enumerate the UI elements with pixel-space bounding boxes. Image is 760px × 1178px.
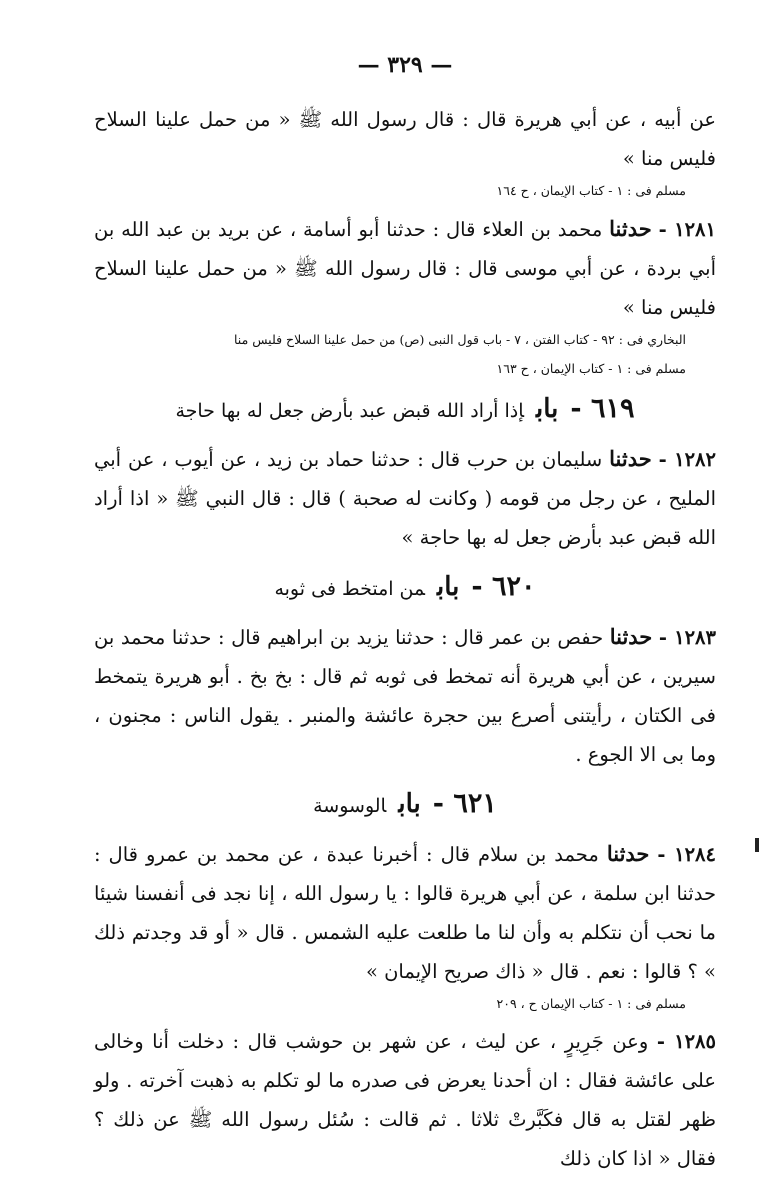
hadith-text: محمد بن سلام قال : أخبرنا عبدة ، عن محمد بن عمرو قال : حدثنا ابن سلمة ، عن أبي هريرة قالوا : يا رسول الله ، إنا نجد فى أنفسنا شيئا ما نحب أن نتكلم به وأن لنا ما طلعت عليه الشمس . قال « أو قد وجدتم ذلك » ؟ قالوا : نعم . قال « ذاك صريح الإيمان »: [94, 843, 716, 983]
chapter-title: إذا أراد الله قبض عبد بأرض جعل له بها حاجة: [175, 400, 525, 422]
hadith-text: سليمان بن حرب قال : حدثنا حماد بن زيد ، عن أيوب ، عن أبي المليح ، عن رجل من قومه ( وكانت له صحبة ) قال : قال النبي ﷺ « اذا أراد الله قبض عبد بأرض جعل له بها حاجة »: [94, 448, 716, 549]
chapter-bab-word: باب: [398, 789, 421, 819]
source-reference: مسلم فى : ١ - كتاب الإيمان ح ، ٢٠٩: [496, 996, 686, 1011]
chapter-number: ٦٢٠ -: [471, 571, 536, 602]
hadith-paragraph: [94, 1022, 716, 1178]
chapter-number: ٦٢١ -: [432, 788, 497, 819]
hadith-number: ١٢٨٣ -: [658, 626, 717, 649]
hadith-text: عن أبيه ، عن أبي هريرة قال : قال رسول الله ﷺ « من حمل علينا السلاح فليس منا »: [94, 108, 716, 170]
hadith-paragraph: [94, 209, 716, 327]
chapter-bab-word: باب: [437, 572, 460, 602]
page-number: — ٣٢٩ —: [357, 52, 453, 78]
source-reference: مسلم فى : ١ - كتاب الإيمان ، ح ١٦٤: [496, 183, 686, 198]
hadith-paragraph: [94, 100, 716, 178]
chapter-title: من امتخط فى ثوبه: [274, 578, 426, 600]
hadith-number: ١٢٨١ -: [658, 218, 717, 241]
chapter-heading: [94, 784, 716, 826]
haddathana-word: حدثنا: [609, 446, 652, 471]
hadith-paragraph: [94, 617, 716, 774]
haddathana-word: حدثنا: [609, 216, 652, 241]
chapter-bab-word: باب: [536, 394, 559, 424]
scan-edge-mark: [755, 838, 759, 852]
hadith-number: ١٢٨٥ -: [656, 1030, 716, 1053]
chapter-heading: [94, 389, 716, 431]
hadith-number: ١٢٨٤ -: [657, 843, 716, 866]
chapter-number: ٦١٩ -: [570, 393, 635, 424]
source-reference: مسلم فى : ١ - كتاب الإيمان ، ح ١٦٣: [496, 361, 686, 376]
haddathana-word: حدثنا: [609, 624, 653, 649]
hadith-text: حفص بن عمر قال : حدثنا يزيد بن ابراهيم قال : حدثنا محمد بن سيرين ، عن أبي هريرة أنه تمخط فى ثوبه ثم قال : بخ بخ . أبو هريرة يتمخط فى الكتان ، رأيتنى أصرع بين حجرة عائشة والمنبر . يقول الناس : مجنون ، وما بى الا الجوع .: [94, 626, 716, 766]
chapter-title: الوسوسة: [313, 795, 387, 817]
hadith-paragraph: [94, 834, 716, 991]
hadith-paragraph: [94, 439, 716, 557]
haddathana-word: حدثنا: [606, 841, 650, 866]
hadith-text: وعن جَرِيرٍ ، عن ليث ، عن شهر بن حوشب قال : دخلت أنا وخالى على عائشة فقال : ان أحدنا يعرض فى صدره ما لو تكلم به ذهبت آخرته . ولو ظهر لقتل به قال فكَبَّرتْ ثلاثا . ثم قالت : سُئل رسول الله ﷺ عن ذلك ؟ فقال « اذا كان ذلك: [94, 1030, 716, 1170]
source-reference: البخاري فى : ٩٢ - كتاب الفتن ، ٧ - باب قول النبى (ص) من حمل علينا السلاح فليس منا: [233, 332, 686, 347]
page-content: [94, 100, 716, 1178]
chapter-heading: [94, 567, 716, 609]
hadith-number: ١٢٨٢ -: [658, 448, 717, 471]
hadith-text: محمد بن العلاء قال : حدثنا أبو أسامة ، عن بريد بن عبد الله بن أبي بردة ، عن أبي موسى قال : قال رسول الله ﷺ « من حمل علينا السلاح فليس منا »: [94, 218, 716, 319]
